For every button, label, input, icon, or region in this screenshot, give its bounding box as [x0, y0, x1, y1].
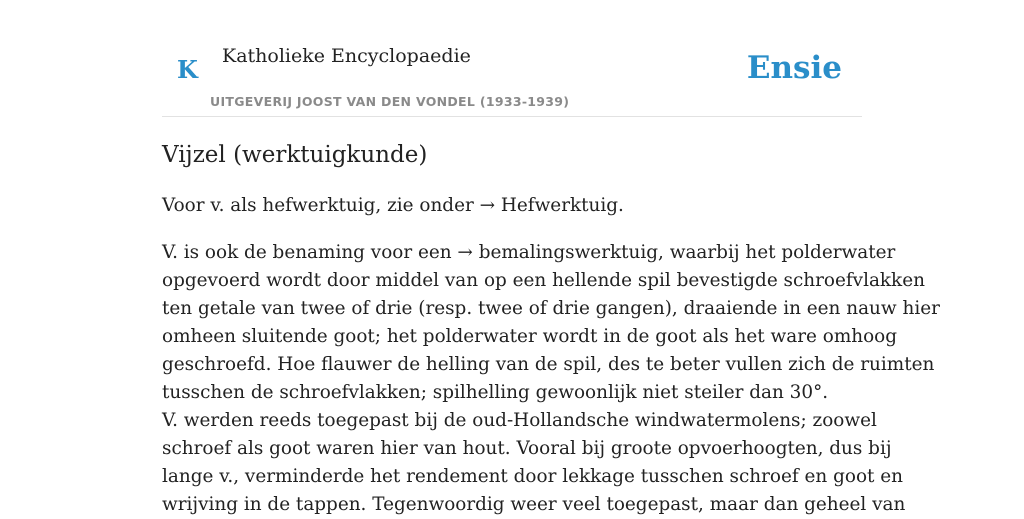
paragraph-line: wrijving in de tappen. Tegenwoordig weer veel toegepast, maar dan geheel van	[162, 494, 906, 515]
paragraph-line: ten getale van twee of drie (resp. twee of drie gangen), draaiende in een nauw hier	[162, 298, 940, 319]
paragraph-line: lange v., verminderde het rendement door lekkage tusschen schroef en goot en	[162, 466, 903, 487]
article-paragraph	[162, 239, 940, 519]
paragraph-line: geschroefd. Hoe flauwer de helling van de spil, des te beter vullen zich de ruimten	[162, 354, 935, 375]
paragraph-line: V. is ook de benaming voor een → bemalingswerktuig, waarbij het polderwater	[162, 242, 896, 263]
encyclopedia-logo[interactable]: K	[177, 55, 198, 84]
ensie-brand-link[interactable]: Ensie	[746, 50, 842, 86]
site-header	[162, 0, 862, 117]
paragraph-line: opgevoerd wordt door middel van op een hellende spil bevestigde schroefvlakken	[162, 270, 925, 291]
article-title: Vijzel (werktuigkunde)	[162, 142, 428, 168]
paragraph-line: schroef als goot waren hier van hout. Vooral bij groote opvoerhoogten, dus bij	[162, 438, 892, 459]
article-paragraph: Voor v. als hefwerktuig, zie onder → Hefwerktuig.	[162, 195, 624, 216]
publisher-label: UITGEVERIJ JOOST VAN DEN VONDEL (1933-1939)	[210, 94, 570, 109]
paragraph-line: omheen sluitende goot; het polderwater wordt in de goot als het ware omhoog	[162, 326, 898, 347]
paragraph-line: V. werden reeds toegepast bij de oud-Hollandsche windwatermolens; zoowel	[162, 410, 877, 431]
paragraph-line: tusschen de schroefvlakken; spilhelling gewoonlijk niet steiler dan 30°.	[162, 382, 829, 403]
source-title[interactable]: Katholieke Encyclopaedie	[222, 45, 471, 67]
article	[162, 140, 940, 519]
